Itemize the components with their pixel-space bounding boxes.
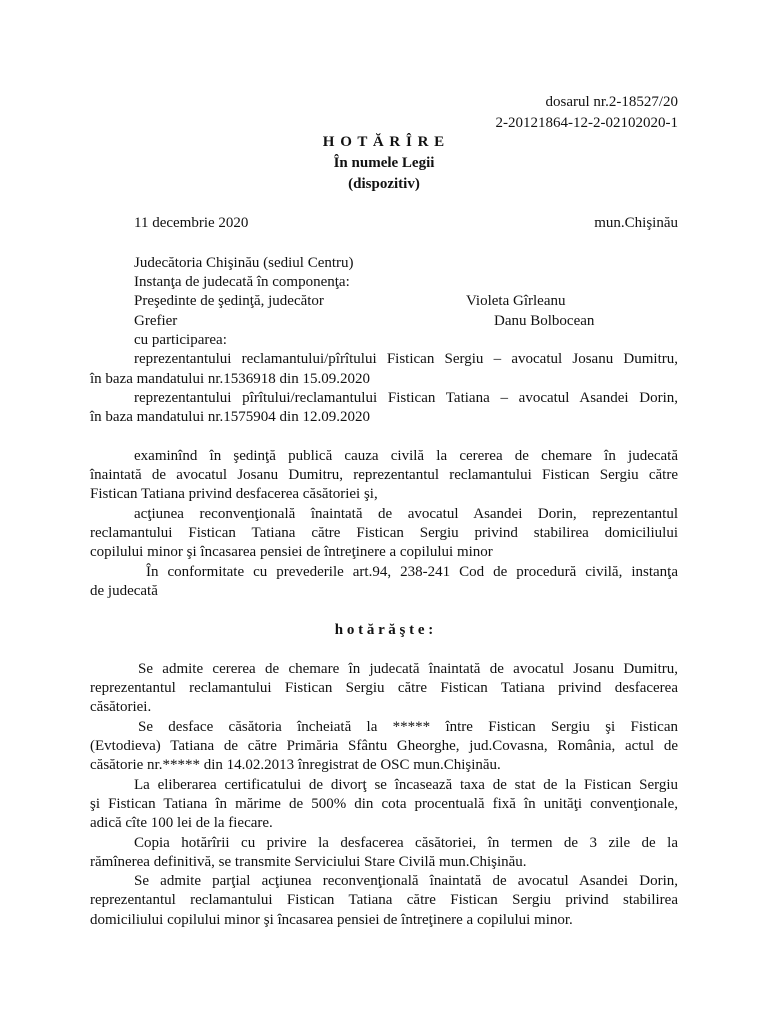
presiding-label: Preşedinte de şedinţă, judecător <box>134 293 324 309</box>
counterclaim-line-1: acţiunea reconvenţională înaintată de avocatul Asandei Dorin, reprezentantul <box>134 506 678 522</box>
court-name: Judecătoria Chişinău (sediul Centru) <box>134 255 354 271</box>
examining-line-1: examinînd în şedinţă publică cauza civilă la cererea de chemare în judecată <box>134 448 678 464</box>
participant-2: reprezentantului pîrîtului/reclamantului Fistican Tatiana – avocatul Asandei Dorin, <box>134 390 678 406</box>
case-code: 2-20121864-12-2-02102020-1 <box>495 115 678 131</box>
decision-place: mun.Chişinău <box>594 215 678 231</box>
ruling-5-line-2: reprezentantul reclamantului Fistican Tatiana către Fistican Sergiu privind stabilirea <box>90 892 678 908</box>
participant-1-mandate: în baza mandatului nr.1536918 din 15.09.2020 <box>90 371 370 387</box>
ruling-5-line-3: domiciliului copilului minor şi încasarea pensiei de întreţinere a copilului minor. <box>90 912 573 928</box>
legal-basis-line-2: de judecată <box>90 583 158 599</box>
ruling-2-line-1: Se desface căsătoria încheiată la ***** între Fistican Sergiu şi Fistican <box>138 719 678 735</box>
ruling-3-line-1: La eliberarea certificatului de divorţ se încasează taxa de stat de la Fistican Sergiu <box>134 777 678 793</box>
legal-basis-line-1: În conformitate cu prevederile art.94, 238-241 Cod de procedură civilă, instanţa <box>146 564 678 580</box>
clerk-name: Danu Bolbocean <box>494 313 595 329</box>
ruling-1-line-2: reprezentantul reclamantului Fistican Sergiu către Fistican Tatiana privind desfacerea <box>90 680 678 696</box>
ruling-3-line-2: şi Fistican Tatiana în mărime de 500% din cota procentuală fixă în unităţi convenţionale, <box>90 796 678 812</box>
court-composition: Instanţa de judecată în componenţa: <box>134 274 350 290</box>
clerk-label: Grefier <box>134 313 178 329</box>
ruling-2-line-3: căsătorie nr.***** din 14.02.2013 înregistrat de OSC mun.Chişinău. <box>90 757 501 773</box>
ruling-1-line-3: căsătoriei. <box>90 699 152 715</box>
document-subtitle-dispozitiv: (dispozitiv) <box>348 176 420 192</box>
presiding-judge: Violeta Gîrleanu <box>466 293 566 309</box>
participation-label: cu participarea: <box>134 332 227 348</box>
decision-heading: h o t ă r ă ş t e : <box>334 622 434 638</box>
ruling-4-line-2: rămînerea definitivă, se transmite Serviciului Stare Civilă mun.Chişinău. <box>90 854 527 870</box>
document-title: H O T Ă R Î R E <box>322 134 446 150</box>
ruling-5-line-1: Se admite parţial acţiunea reconvenţională înaintată de avocatul Asandei Dorin, <box>134 873 678 889</box>
decision-date: 11 decembrie 2020 <box>134 215 249 231</box>
ruling-3-line-3: adică cîte 100 lei de la fiecare. <box>90 815 273 831</box>
participant-2-mandate: în baza mandatului nr.1575904 din 12.09.2020 <box>90 409 370 425</box>
counterclaim-line-3: copilului minor şi încasarea pensiei de întreţinere a copilului minor <box>90 544 493 560</box>
counterclaim-line-2: reclamantului Fistican Tatiana către Fistican Sergiu privind stabilirea domiciliului <box>90 525 678 541</box>
examining-line-3: Fistican Tatiana privind desfacerea căsătoriei şi, <box>90 486 378 502</box>
case-number: dosarul nr.2-18527/20 <box>545 94 678 110</box>
ruling-4-line-1: Copia hotărîrii cu privire la desfacerea căsătoriei, în termen de 3 zile de la <box>134 835 678 851</box>
examining-line-2: înaintată de avocatul Josanu Dumitru, reprezentantul reclamantului Fistican Sergiu către <box>90 467 678 483</box>
ruling-1-line-1: Se admite cererea de chemare în judecată înaintată de avocatul Josanu Dumitru, <box>138 661 678 677</box>
participant-1: reprezentantului reclamantului/pîrîtului Fistican Sergiu – avocatul Josanu Dumitru, <box>134 351 678 367</box>
ruling-2-line-2: (Evtodieva) Tatiana de către Primăria Sfântu Gheorghe, jud.Covasna, România, actul de <box>90 738 678 754</box>
document-subtitle: În numele Legii <box>333 155 435 171</box>
